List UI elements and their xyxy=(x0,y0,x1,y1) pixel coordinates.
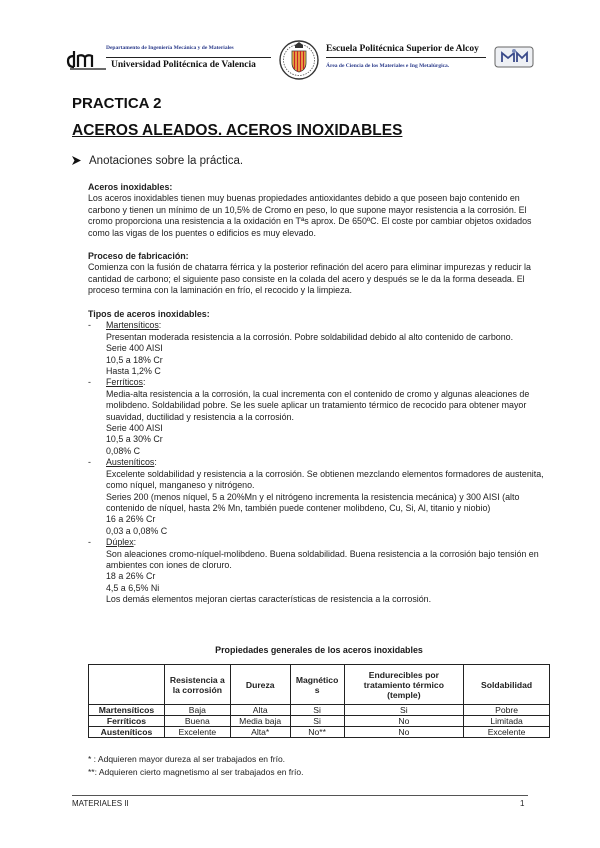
item-colon: : xyxy=(154,457,157,468)
item-line: 0,03 a 0,08% C xyxy=(106,525,168,536)
item-line: 4,5 a 6,5% Ni xyxy=(106,582,160,593)
list-dash: - xyxy=(88,320,91,331)
item-line: Los demás elementos mejoran ciertas características de resistencia a la corrosión. xyxy=(106,594,432,605)
item-colon: : xyxy=(142,377,146,388)
list-dash: - xyxy=(88,457,91,468)
list-item-ferriticos xyxy=(88,377,550,457)
properties-table xyxy=(88,664,550,738)
table-cell: No** xyxy=(290,727,344,738)
footer-rule xyxy=(72,795,528,796)
list-item-duplex xyxy=(88,537,550,605)
item-line: 10,5 a 18% Cr xyxy=(106,354,163,365)
footer-course: MATERIALES II xyxy=(72,799,129,808)
university-crest-icon xyxy=(276,39,322,81)
table-cell: Alta xyxy=(230,705,290,716)
table-header-cell: Soldabilidad xyxy=(464,665,550,705)
item-line: Son aleaciones cromo-níquel-molibdeno. Buena soldabilidad. Buena resistencia a la corrosión bajo tensión en ambientes con iones de cloruro. xyxy=(106,548,539,570)
section-inoxidables xyxy=(88,182,550,239)
header-department: Departamento de Ingeniería Mecánica y de Materiales xyxy=(106,45,234,51)
section-proceso xyxy=(88,251,550,297)
item-name: Ferríticos xyxy=(106,377,143,388)
arrow-bullet-icon xyxy=(72,156,81,165)
table-header-cell: Dureza xyxy=(230,665,290,705)
item-line: 18 a 26% Cr xyxy=(106,571,156,582)
materials-area-logo-icon xyxy=(494,46,534,68)
table-title: Propiedades generales de los aceros inoxidables xyxy=(215,645,423,655)
item-line: 0,08% C xyxy=(106,445,141,456)
header-rule-left xyxy=(106,57,271,58)
table-cell: Excelente xyxy=(164,727,230,738)
table-row xyxy=(89,705,550,716)
table-cell: Si xyxy=(290,705,344,716)
dm-logo-icon xyxy=(66,48,108,70)
item-line: 16 a 26% Cr xyxy=(106,514,156,525)
table-cell: Buena xyxy=(164,716,230,727)
annotations-bullet xyxy=(72,155,243,167)
item-line: Excelente soldabilidad y resistencia a la corrosión. Se obtienen mezclando elementos formadores de austenita, como níquel, manganeso y nitrógeno. xyxy=(106,468,544,491)
list-item-austeniticos xyxy=(88,457,550,537)
item-line: Hasta 1,2% C xyxy=(106,366,161,377)
header-area: Área de Ciencia de los Materiales e Ing Metalúrgica. xyxy=(326,63,450,69)
table-cell: Media baja xyxy=(230,716,290,727)
item-colon: : xyxy=(158,320,162,331)
table-header-row xyxy=(89,665,550,705)
item-line: Serie 400 AISI xyxy=(106,343,163,354)
table-cell: Si xyxy=(290,716,344,727)
item-line: Series 200 (menos níquel, 5 a 20%Mn y el nitrógeno incrementa la resistencia mecánica) y 300 AISI (alto contenido de níquel, hasta 2% Mn, también puede contener molibdeno, Cu, Si, Al, titanio y niobio) xyxy=(106,491,520,513)
table-cell: Baja xyxy=(164,705,230,716)
section-heading: Tipos de aceros inoxidables: xyxy=(88,309,210,319)
page-title: PRACTICA 2 xyxy=(72,95,162,112)
paragraph: Los aceros inoxidables tienen muy buenas propiedades antioxidantes debido a que poseen bajo contenido en carbono y tienen un mínimo de un 10,5% de Cromo en peso, lo que supone mayor resistencia a la corrosión. El cromo proporciona una resistencia a la oxidación en Tªs aprox. De 650ºC. El coste por cambiar objetos oxidados como las vigas de los puentes o edificios es muy elevado. xyxy=(88,193,532,238)
table-header-cell xyxy=(89,665,165,705)
paragraph: Comienza con la fusión de chatarra férrica y la posterior refinación del acero para eliminar impurezas y reducir la cantidad de carbono; el siguiente paso consiste en la colada del acero y después se le da la forma deseada. El proceso termina con la laminación en frío, el recocido y la limpieza. xyxy=(88,262,531,296)
table-cell: Martensíticos xyxy=(89,705,165,716)
header-university: Universidad Politécnica de Valencia xyxy=(111,60,256,70)
header-rule-right xyxy=(326,57,486,58)
footnote: * : Adquieren mayor dureza al ser trabajados en frío. xyxy=(88,754,286,764)
section-tipos xyxy=(88,309,550,606)
page-subtitle: ACEROS ALEADOS. ACEROS INOXIDABLES xyxy=(72,122,403,139)
section-heading: Aceros inoxidables: xyxy=(88,182,173,192)
page-number: 1 xyxy=(520,799,525,808)
list-dash: - xyxy=(88,537,91,548)
table-cell: Excelente xyxy=(464,727,550,738)
item-name: Austeníticos xyxy=(106,457,155,468)
table-cell: No xyxy=(344,727,464,738)
annotations-text: Anotaciones sobre la práctica. xyxy=(89,155,244,167)
footnote: **: Adquieren cierto magnetismo al ser trabajados en frío. xyxy=(88,767,304,777)
item-line: 10,5 a 30% Cr xyxy=(106,434,163,445)
item-colon: : xyxy=(133,537,137,548)
item-name: Dúplex xyxy=(106,537,134,548)
section-heading: Proceso de fabricación: xyxy=(88,251,189,261)
item-line: Presentan moderada resistencia a la corrosión. Pobre soldabilidad debido al alto contenido de carbono. xyxy=(106,331,514,342)
table-cell: No xyxy=(344,716,464,727)
table-cell: Limitada xyxy=(464,716,550,727)
list-item-martensiticos xyxy=(88,320,550,377)
table-cell: Pobre xyxy=(464,705,550,716)
table-header-cell: Resistencia a la corrosión xyxy=(164,665,230,705)
table-header-cell: Endurecibles por tratamiento térmico (temple) xyxy=(344,665,464,705)
table-row xyxy=(89,727,550,738)
item-name: Martensíticos xyxy=(106,320,159,331)
list-dash: - xyxy=(88,377,91,388)
item-line: Media-alta resistencia a la corrosión, la cual incrementa con el contenido de cromo y algunas aleaciones de molibdeno. Soldabilidad pobre. Se les suele aplicar un tratamiento térmico de recocido para obtener mayor suavidad, ductilidad y resistencia a la corrosión. xyxy=(106,388,530,422)
table-row xyxy=(89,716,550,727)
item-line: Serie 400 AISI xyxy=(106,423,163,434)
table-cell: Austeníticos xyxy=(89,727,165,738)
table-cell: Alta* xyxy=(230,727,290,738)
table-header-cell: Magnético s xyxy=(290,665,344,705)
header-school: Escuela Politécnica Superior de Alcoy xyxy=(326,44,479,54)
table-cell: Ferríticos xyxy=(89,716,165,727)
table-cell: Si xyxy=(344,705,464,716)
